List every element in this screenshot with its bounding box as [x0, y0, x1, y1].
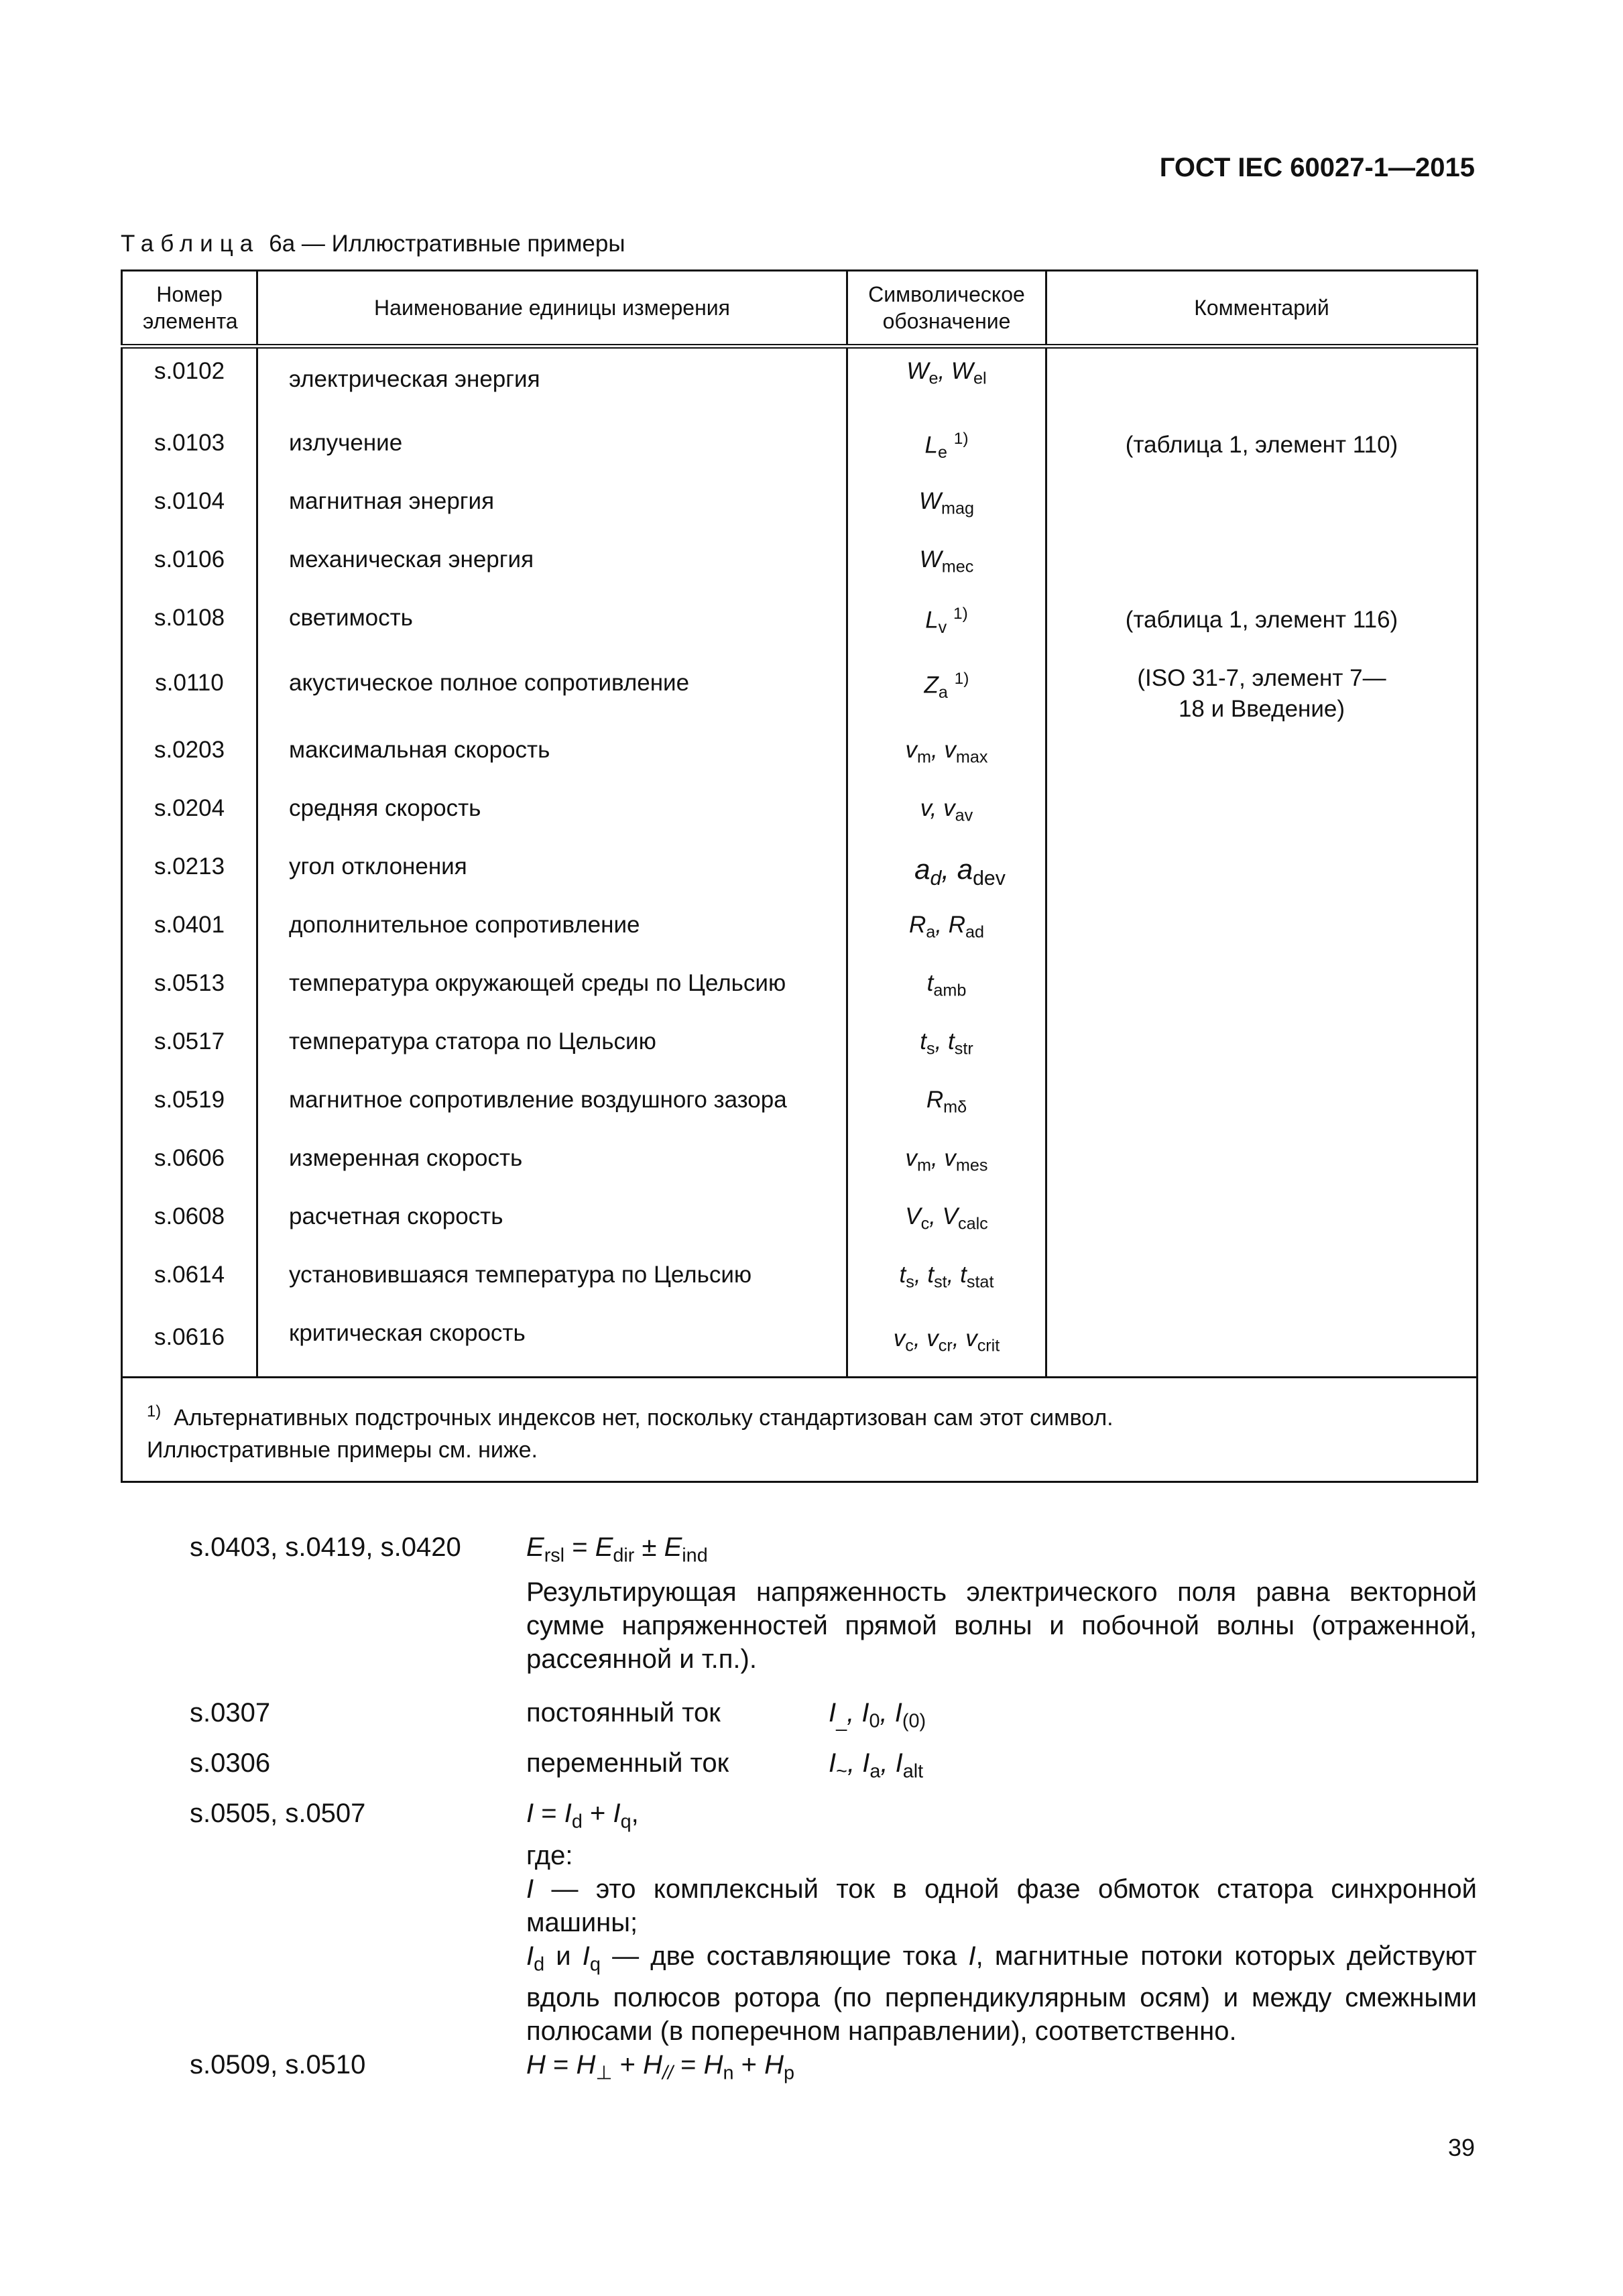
row-name: светимость	[257, 595, 847, 654]
row-symbol: v, $v_{av}$	[847, 786, 1046, 844]
footnote-marker: 1)	[147, 1402, 162, 1421]
table-row	[122, 1077, 1478, 1136]
example-label: постоянный ток	[526, 1698, 721, 1728]
row-number: s.0110	[122, 654, 257, 727]
footnote-marker: 1)	[954, 669, 969, 688]
example-formula: $E_{rsl} = E_{dir} \pm E_{ind}$	[526, 1532, 708, 1567]
row-name: максимальная скорость	[257, 727, 847, 786]
row-name: критическая скорость	[257, 1311, 847, 1378]
row-number: s.0606	[122, 1136, 257, 1194]
row-name: излучение	[257, 420, 847, 479]
row-number: s.0608	[122, 1194, 257, 1252]
table-caption-prefix: Таблица	[121, 231, 260, 257]
row-symbol: $W_{mag}$	[847, 479, 1046, 537]
table-caption	[121, 231, 625, 257]
row-name: установившаяся температура по Цельсию	[257, 1252, 847, 1311]
row-symbol: $t_s$, $t_{st}$, $t_{stat}$	[847, 1252, 1046, 1311]
column-header-number: Номер элемента	[122, 271, 257, 347]
row-symbol: $L_v$ $^{1)}$	[847, 595, 1046, 654]
table-row	[122, 727, 1478, 786]
row-comment	[1046, 844, 1478, 902]
row-number: s.0513	[122, 961, 257, 1019]
row-comment	[1046, 479, 1478, 537]
row-comment: (таблица 1, элемент 116)	[1046, 595, 1478, 654]
row-name: механическая энергия	[257, 537, 847, 595]
row-comment	[1046, 1311, 1478, 1378]
example-ids: s.0509, s.0510	[190, 2050, 366, 2079]
row-name: магнитное сопротивление воздушного зазора	[257, 1077, 847, 1136]
footnote-marker: 1)	[953, 429, 969, 448]
row-comment: (таблица 1, элемент 110)	[1046, 420, 1478, 479]
example-description: Результирующая напряженность электрического поля равна векторной сумме напряженностей прямой волны и побочной волны (отраженной, рассеянной и т.п.).	[526, 1577, 1477, 1674]
table-row	[122, 420, 1478, 479]
row-symbol: $Z_a$ $^{1)}$	[847, 654, 1046, 727]
row-number: s.0401	[122, 902, 257, 961]
row-comment	[1046, 902, 1478, 961]
row-comment: (ISO 31-7, элемент 7—18 и Введение)	[1046, 654, 1478, 727]
row-number: s.0203	[122, 727, 257, 786]
table-row	[122, 1136, 1478, 1194]
example-label: переменный ток	[526, 1748, 729, 1778]
row-comment	[1046, 961, 1478, 1019]
page-number: 39	[1447, 2134, 1475, 2161]
row-symbol: $v_m$, $v_{max}$	[847, 727, 1046, 786]
row-comment	[1046, 347, 1478, 420]
column-header-comment: Комментарий	[1046, 271, 1478, 347]
footnote-line-2: Иллюстративные примеры см. ниже.	[147, 1437, 538, 1463]
column-header-name: Наименование единицы измерения	[257, 271, 847, 347]
row-name: расчетная скорость	[257, 1194, 847, 1252]
example-formula: $I = I_d + I_q$, где: I — это комплексный ток в одной фазе обмоток статора синхронной машины; $I_d$ и $I_q$ — две составляющие тока I, магнитные потоки которых действуют вдоль полюсов ротора (по перпендикулярным осям) и между смежными полюсами (в поперечном направлении), соответственно.	[526, 1799, 1477, 2047]
table-row	[122, 1194, 1478, 1252]
table-row	[122, 844, 1478, 902]
row-symbol: $v_c$, $v_{cr}$, $v_{crit}$	[847, 1311, 1046, 1378]
table-row	[122, 1019, 1478, 1077]
row-name: средняя скорость	[257, 786, 847, 844]
row-name: акустическое полное сопротивление	[257, 654, 847, 727]
example-ids: s.0306	[190, 1748, 271, 1778]
row-symbol: $L_e$ $^{1)}$	[847, 420, 1046, 479]
table-caption-title: 6a — Иллюстративные примеры	[269, 231, 625, 257]
example-ids: s.0505, s.0507	[190, 1799, 366, 1828]
document-header: ГОСТ IEC 60027-1—2015	[1159, 153, 1475, 182]
row-name: дополнительное сопротивление	[257, 902, 847, 961]
row-name: угол отклонения	[257, 844, 847, 902]
example-ids: s.0307	[190, 1698, 271, 1728]
row-symbol: $W_{mec}$	[847, 537, 1046, 595]
footnote-line-1: Альтернативных подстрочных индексов нет, поскольку стандартизован сам этот символ.	[174, 1405, 1114, 1431]
row-symbol: $v_m$, $v_{mes}$	[847, 1136, 1046, 1194]
row-name: магнитная энергия	[257, 479, 847, 537]
example-ids: s.0403, s.0419, s.0420	[190, 1532, 461, 1562]
table-row	[122, 786, 1478, 844]
row-symbol: $R_a$, $R_{ad}$	[847, 902, 1046, 961]
row-number: s.0104	[122, 479, 257, 537]
row-comment	[1046, 727, 1478, 786]
table-row	[122, 1311, 1478, 1378]
row-comment	[1046, 537, 1478, 595]
table-footnote-row	[122, 1378, 1478, 1482]
row-symbol: $a_d$, $a_{dev}$	[847, 844, 1046, 902]
row-name: электрическая энергия	[257, 347, 847, 420]
row-comment	[1046, 1136, 1478, 1194]
row-number: s.0517	[122, 1019, 257, 1077]
table-footnote	[122, 1378, 1478, 1482]
table-row	[122, 537, 1478, 595]
row-number: s.0106	[122, 537, 257, 595]
units-table	[121, 269, 1478, 1483]
table-row	[122, 347, 1478, 420]
definition-line-1: I — это комплексный ток в одной фазе обмоток статора синхронной машины;	[526, 1874, 1477, 1937]
example-formula: $H = H_\perp + H_{//} = H_n + H_p$	[526, 2050, 795, 2084]
row-number: s.0616	[122, 1311, 257, 1378]
row-number: s.0213	[122, 844, 257, 902]
row-comment	[1046, 786, 1478, 844]
row-name: температура статора по Цельсию	[257, 1019, 847, 1077]
row-comment	[1046, 1252, 1478, 1311]
row-comment	[1046, 1019, 1478, 1077]
row-number: s.0103	[122, 420, 257, 479]
row-number: s.0108	[122, 595, 257, 654]
row-symbol: $R_{m\delta}$	[847, 1077, 1046, 1136]
row-number: s.0614	[122, 1252, 257, 1311]
example-symbols: $I_\sim$, $I_a$, $I_{alt}$	[829, 1748, 924, 1783]
row-comment	[1046, 1077, 1478, 1136]
row-name: измеренная скорость	[257, 1136, 847, 1194]
footnote-marker: 1)	[953, 604, 968, 623]
row-symbol: $V_c$, $V_{calc}$	[847, 1194, 1046, 1252]
table-row	[122, 1252, 1478, 1311]
row-name: температура окружающей среды по Цельсию	[257, 961, 847, 1019]
row-number: s.0519	[122, 1077, 257, 1136]
row-number: s.0102	[122, 347, 257, 420]
table-row	[122, 902, 1478, 961]
table-row	[122, 654, 1478, 727]
row-comment	[1046, 1194, 1478, 1252]
row-symbol: $t_s$, $t_{str}$	[847, 1019, 1046, 1077]
row-symbol: $t_{amb}$	[847, 961, 1046, 1019]
row-number: s.0204	[122, 786, 257, 844]
table-header-row	[122, 271, 1478, 347]
definition-line-2: $I_d$ и $I_q$ — две составляющие тока I, магнитные потоки которых действуют вдоль полюсов ротора (по перпендикулярным осям) и между смежными полюсами (в поперечном направлении), соответственно.	[526, 1941, 1477, 2047]
column-header-symbol: Символическое обозначение	[847, 271, 1046, 347]
table-row	[122, 595, 1478, 654]
row-symbol: $W_e$, $W_{el}$	[847, 347, 1046, 420]
where-label: где:	[526, 1840, 573, 1870]
table-row	[122, 961, 1478, 1019]
example-symbols: $I_{\_}$, $I_0$, $I_{(0)}$	[829, 1698, 926, 1732]
table-row	[122, 479, 1478, 537]
